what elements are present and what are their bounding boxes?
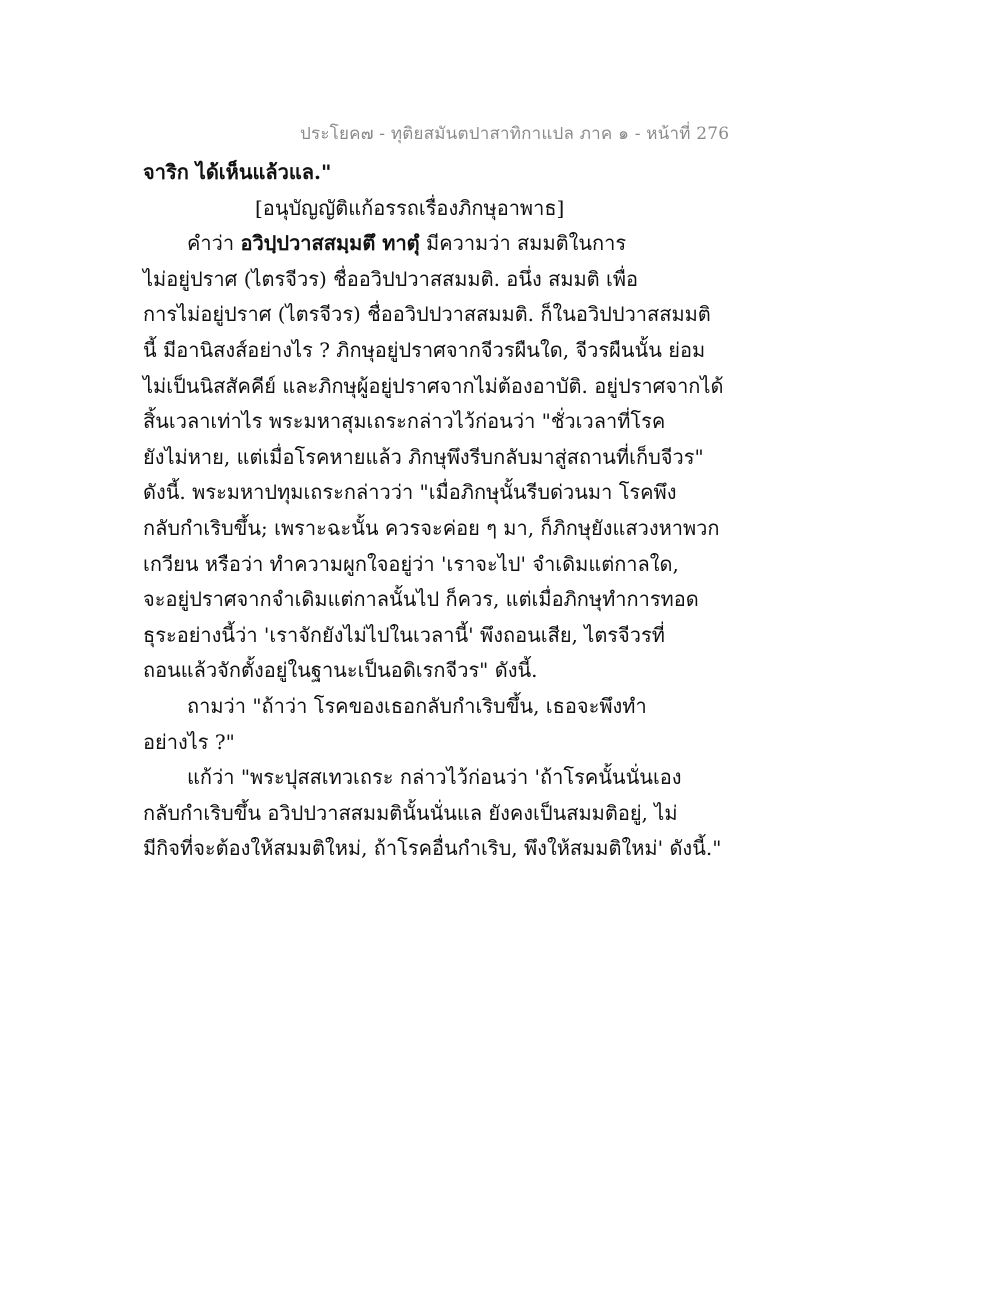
- section-heading: [อนุบัญญัติแก้อรรถเรื่องภิกษุอาพาธ]: [255, 195, 565, 220]
- text-line: ถอนแล้วจักตั้งอยู่ในฐานะเป็นอดิเรกจีวร" ดังนี้.: [143, 658, 538, 683]
- text-line: ยังไม่หาย, แต่เมื่อโรคหายแล้ว ภิกษุพึงรีบกลับมาสู่สถานที่เก็บจีวร": [143, 444, 704, 469]
- text-line: กลับกำเริบขึ้น; เพราะฉะนั้น ควรจะค่อย ๆ มา, ก็ภิกษุยังแสวงหาพวก: [143, 515, 720, 540]
- text-span: มีความว่า สมมติในการ: [419, 231, 627, 256]
- text-line: [143, 155, 703, 191]
- text-line: การไม่อยู่ปราศ (ไตรจีวร) ชื่ออวิปปวาสสมมติ. ก็ในอวิปปวาสสมมติ: [143, 302, 711, 327]
- text-line: กลับกำเริบขึ้น อวิปปวาสสมมตินั้นนั่นแล ยังคงเป็นสมมติอยู่, ไม่: [143, 800, 678, 825]
- body-text: [143, 155, 724, 867]
- text-line: ไม่อยู่ปราศ (ไตรจีวร) ชื่ออวิปปวาสสมมติ. อนึ่ง สมมติ เพื่อ: [143, 266, 639, 291]
- text-line: มีกิจที่จะต้องให้สมมติใหม่, ถ้าโรคอื่นกำเริบ, พึงให้สมมติใหม่' ดังนี้.": [143, 836, 722, 861]
- text-line: จะอยู่ปราศจากจำเดิมแต่กาลนั้นไป ก็ควร, แต่เมื่อภิกษุทำการทอด: [143, 587, 699, 612]
- text-span: คำว่า: [187, 231, 241, 256]
- text-line: ไม่เป็นนิสสัคคีย์ และภิกษุผู้อยู่ปราศจากไม่ต้องอาบัติ. อยู่ปราศจากได้: [143, 373, 724, 398]
- paragraph-start: [143, 226, 703, 262]
- text-line: อย่างไร ?": [143, 729, 235, 754]
- running-header: ประโยค๗ - ทุติยสมันตปาสาทิกาแปล ภาค ๑ - หน้าที่ 276: [300, 124, 730, 144]
- paragraph-start: แก้ว่า "พระปุสสเทวเถระ กล่าวไว้ก่อนว่า 'ถ้าโรคนั้นนั่นเอง: [187, 765, 682, 790]
- text-line: เกวียน หรือว่า ทำความผูกใจอยู่ว่า 'เราจะไป' จำเดิมแต่กาลใด,: [143, 551, 679, 576]
- text-line: สิ้นเวลาเท่าไร พระมหาสุมเถระกล่าวไว้ก่อนว่า "ชั่วเวลาที่โรค: [143, 409, 666, 434]
- pali-term: อวิปฺปวาสสมฺมตึ ทาตุํ: [240, 231, 420, 256]
- text-line: นี้ มีอานิสงส์อย่างไร ? ภิกษุอยู่ปราศจากจีวรผืนใด, จีวรผืนนั้น ย่อม: [143, 337, 706, 362]
- text-line: ดังนี้. พระมหาปทุมเถระกล่าวว่า "เมื่อภิกษุนั้นรีบด่วนมา โรคพึง: [143, 480, 677, 505]
- paragraph-start: ถามว่า "ถ้าว่า โรคของเธอกลับกำเริบขึ้น, เธอจะพึงทำ: [187, 693, 647, 718]
- bold-text: จาริก ได้เห็นแล้วแล.": [143, 160, 332, 184]
- text-line: ธุระอย่างนี้ว่า 'เราจักยังไม่ไปในเวลานี้' พึงถอนเสีย, ไตรจีวรที่: [143, 622, 665, 647]
